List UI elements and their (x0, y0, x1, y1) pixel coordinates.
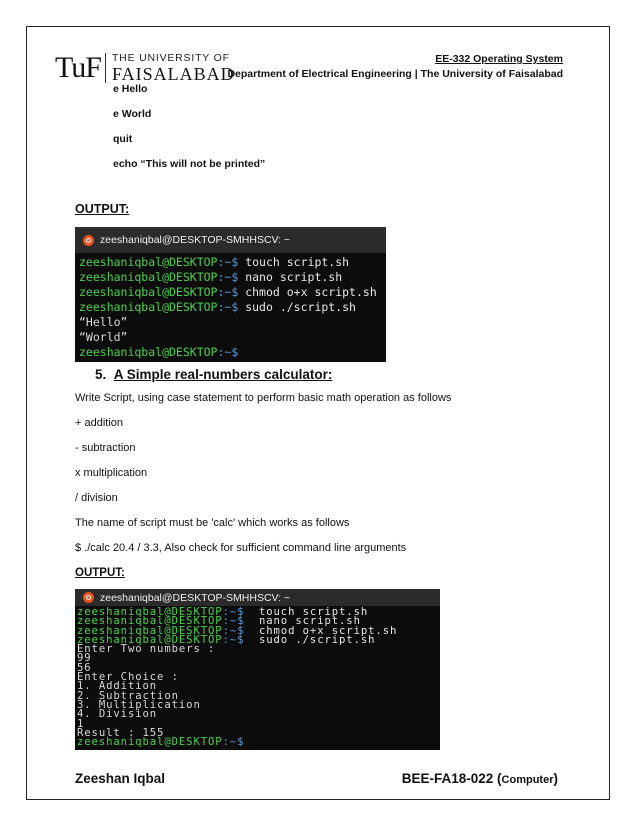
terminal-output: “Hello” (79, 315, 128, 329)
code-line: echo “This will not be printed” (113, 158, 266, 170)
logo-line1: THE UNIVERSITY OF (111, 51, 230, 64)
paragraph: The name of script must be 'calc' which works as follows (75, 517, 350, 529)
logo-text (112, 53, 235, 84)
output-heading: OUTPUT: (75, 202, 130, 216)
terminal-line: zeeshaniqbal@DESKTOP:~$ sudo ./script.sh (77, 633, 376, 646)
terminal-title: zeeshaniqbal@DESKTOP-SMHHSCV: ~ (100, 591, 291, 604)
operation-item: / division (75, 492, 118, 504)
code-line: quit (113, 133, 133, 145)
terminal-line: zeeshaniqbal@DESKTOP:~$ touch script.sh (79, 255, 350, 269)
terminal-output: Result : 155 (77, 726, 165, 739)
ubuntu-icon (83, 235, 94, 246)
ubuntu-icon (83, 592, 94, 603)
terminal-output: Enter Two numbers : (77, 643, 216, 656)
terminal-output: 2. Subtraction (77, 689, 179, 702)
terminal-line: zeeshaniqbal@DESKTOP:~$ (77, 736, 245, 749)
terminal-body (75, 606, 440, 749)
paragraph: Write Script, using case statement to perform basic math operation as follows (75, 392, 452, 404)
terminal-output: 1 (77, 717, 85, 730)
terminal-title: zeeshaniqbal@DESKTOP-SMHHSCV: ~ (100, 234, 291, 246)
terminal-screenshot (75, 227, 386, 362)
section-title (95, 367, 332, 382)
terminal-line: zeeshaniqbal@DESKTOP:~$ nano script.sh (79, 270, 343, 284)
operation-item: + addition (75, 417, 124, 429)
terminal-line: zeeshaniqbal@DESKTOP:~$ chmod o+x script.sh (79, 285, 377, 299)
logo-line2: FAISALABAD (111, 64, 235, 85)
logo-mark: TuF (55, 51, 101, 84)
section-title-text: A Simple real-numbers calculator: (113, 367, 333, 382)
university-logo (55, 50, 235, 86)
terminal-line: zeeshaniqbal@DESKTOP:~$ (79, 345, 239, 359)
terminal-body (75, 253, 386, 362)
operation-item: - subtraction (75, 442, 136, 454)
course-title: EE-332 Operating System (435, 53, 563, 65)
footer-author: Zeeshan Iqbal (75, 771, 166, 786)
terminal-screenshot (75, 589, 440, 750)
terminal-titlebar (75, 589, 440, 606)
footer-registration: BEE-FA18-022 (Computer) (401, 771, 558, 786)
terminal-output: 56 (77, 661, 92, 674)
code-line: e Hello (113, 83, 148, 95)
department-title: Department of Electrical Engineering | The University of Faisalabad (227, 68, 563, 80)
terminal-line: zeeshaniqbal@DESKTOP:~$ sudo ./script.sh (79, 300, 356, 314)
terminal-output: 4. Division (77, 708, 158, 721)
code-line: e World (113, 108, 152, 120)
terminal-output: Enter Choice : (77, 671, 179, 684)
terminal-output: 99 (77, 652, 92, 665)
terminal-output: 3. Multiplication (77, 698, 201, 711)
operation-item: x multiplication (75, 467, 148, 479)
terminal-line: zeeshaniqbal@DESKTOP:~$ touch script.sh (77, 606, 369, 618)
terminal-output: 1. Addition (77, 680, 158, 693)
terminal-line: zeeshaniqbal@DESKTOP:~$ chmod o+x script.sh (77, 624, 398, 637)
usage-line: $ ./calc 20.4 / 3.3, Also check for sufficient command line arguments (75, 542, 407, 554)
output-heading: OUTPUT: (75, 567, 125, 579)
section-number: 5. (95, 367, 107, 382)
terminal-titlebar (75, 227, 386, 253)
terminal-output: “World” (79, 330, 128, 344)
logo-divider (105, 53, 106, 83)
terminal-line: zeeshaniqbal@DESKTOP:~$ nano script.sh (77, 615, 361, 628)
